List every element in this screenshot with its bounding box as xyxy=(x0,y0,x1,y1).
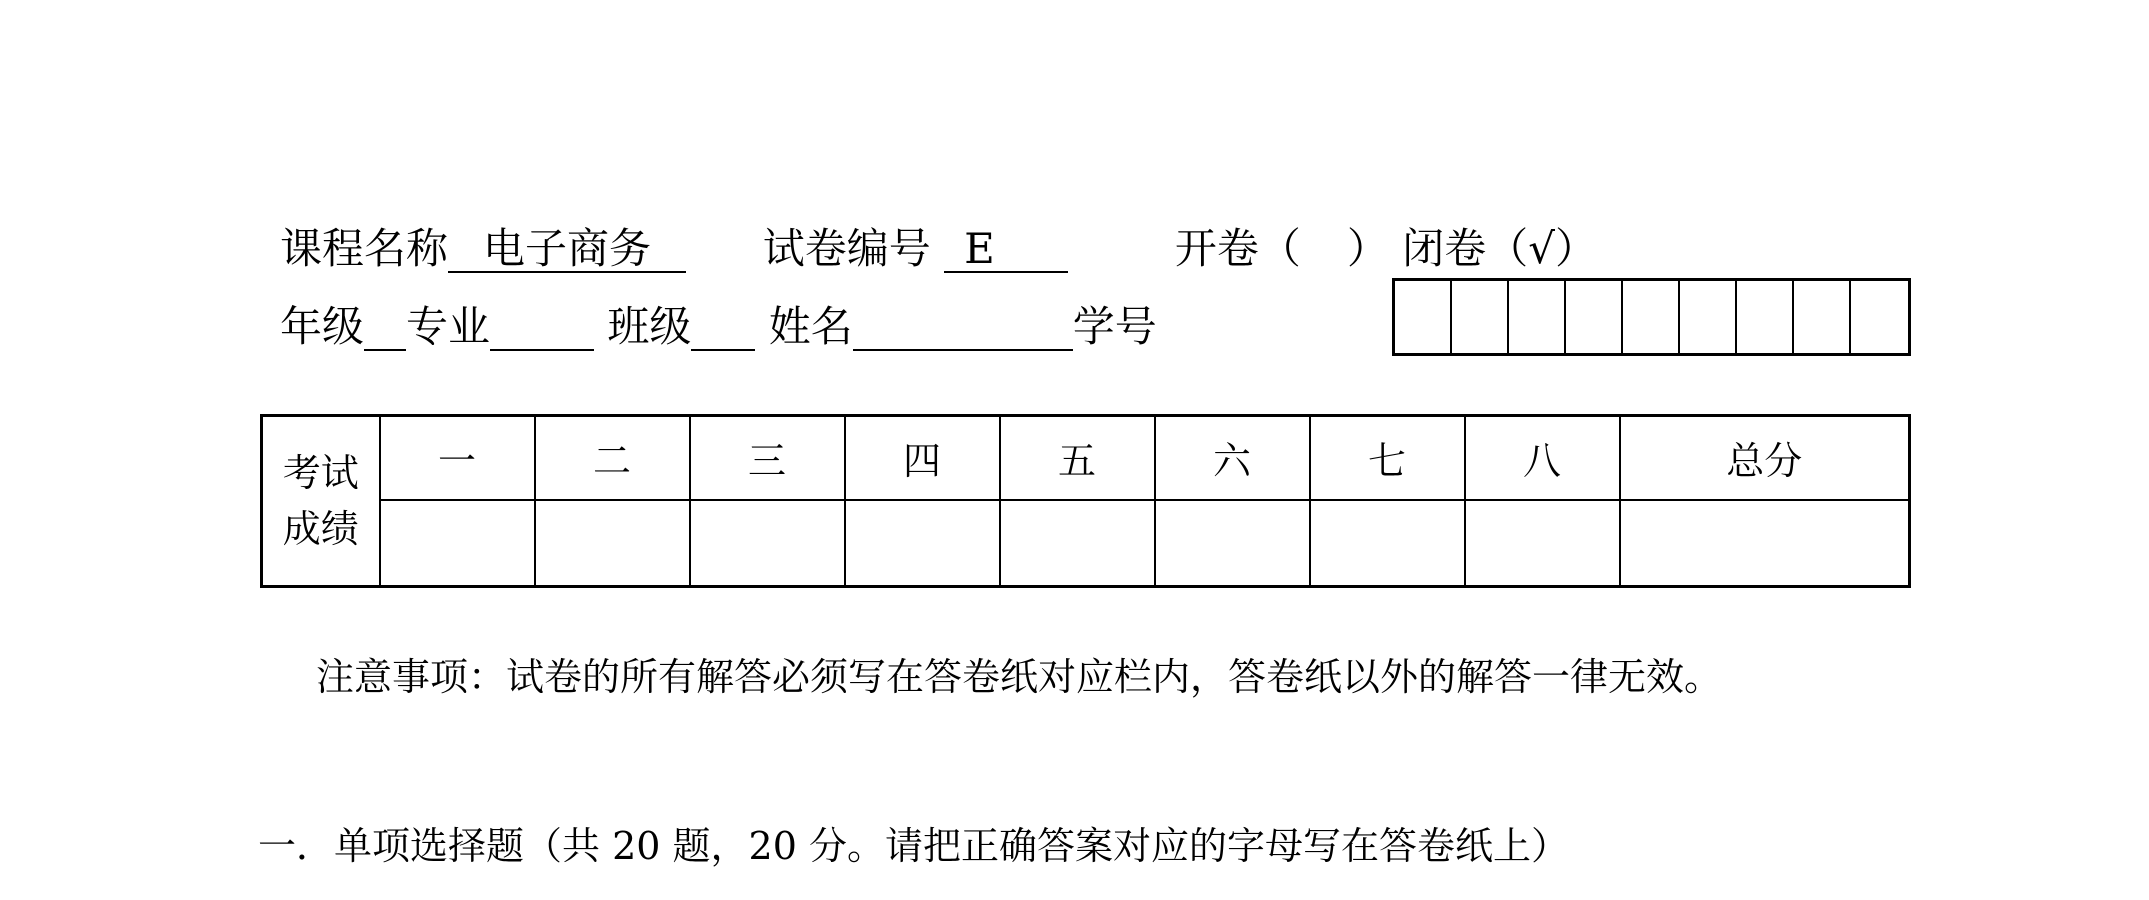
column-header-2: 二 xyxy=(535,416,690,500)
column-header-7: 七 xyxy=(1310,416,1465,500)
closed-book-close: ） xyxy=(1555,224,1598,273)
open-book-close: ） xyxy=(1346,224,1389,273)
score-cell-total[interactable] xyxy=(1620,500,1910,587)
score-cell-8[interactable] xyxy=(1465,500,1620,587)
score-cell-1[interactable] xyxy=(380,500,535,587)
header-line-1 xyxy=(280,224,1597,274)
course-name-label: 课程名称 xyxy=(280,224,449,273)
column-header-total: 总分 xyxy=(1620,416,1910,500)
score-cell-3[interactable] xyxy=(690,500,845,587)
name-field[interactable] xyxy=(853,305,1073,351)
student-id-digit-box[interactable] xyxy=(1794,281,1851,353)
grade-label: 年级 xyxy=(280,302,365,351)
major-field[interactable] xyxy=(490,305,594,351)
column-header-4: 四 xyxy=(845,416,1000,500)
class-label: 班级 xyxy=(607,302,692,351)
student-id-digit-box[interactable] xyxy=(1509,281,1566,353)
exam-notice: 注意事项：试卷的所有解答必须写在答卷纸对应栏内，答卷纸以外的解答一律无效。 xyxy=(316,655,1723,699)
grade-field[interactable] xyxy=(364,305,406,351)
score-table-score-row xyxy=(262,500,1910,587)
student-id-digit-box[interactable] xyxy=(1680,281,1737,353)
score-row-label xyxy=(262,416,380,587)
score-row-label-line-1: 考试 xyxy=(282,451,359,495)
name-label: 姓名 xyxy=(768,302,853,351)
column-header-6: 六 xyxy=(1155,416,1310,500)
student-id-digit-box[interactable] xyxy=(1737,281,1794,353)
score-cell-6[interactable] xyxy=(1155,500,1310,587)
score-cell-2[interactable] xyxy=(535,500,690,587)
score-table xyxy=(260,414,1911,588)
header-line-2 xyxy=(280,302,1157,352)
score-cell-5[interactable] xyxy=(1000,500,1155,587)
student-id-digit-box[interactable] xyxy=(1851,281,1908,353)
score-cell-7[interactable] xyxy=(1310,500,1465,587)
column-header-1: 一 xyxy=(380,416,535,500)
student-id-digit-box[interactable] xyxy=(1452,281,1509,353)
section-heading-1: 一．单项选择题（共 20 题，20 分。请把正确答案对应的字母写在答卷纸上） xyxy=(258,824,1569,868)
column-header-3: 三 xyxy=(690,416,845,500)
class-field[interactable] xyxy=(691,305,755,351)
student-id-digit-box[interactable] xyxy=(1566,281,1623,353)
student-id-digit-box[interactable] xyxy=(1623,281,1680,353)
student-id-boxes xyxy=(1392,278,1911,356)
student-id-label: 学号 xyxy=(1072,302,1157,351)
column-header-5: 五 xyxy=(1000,416,1155,500)
score-cell-4[interactable] xyxy=(845,500,1000,587)
student-id-digit-box[interactable] xyxy=(1395,281,1452,353)
closed-book-label: 闭卷（ xyxy=(1402,224,1529,273)
paper-number-value[interactable]: E xyxy=(944,227,1068,273)
major-label: 专业 xyxy=(406,302,491,351)
score-row-label-line-2: 成绩 xyxy=(282,507,359,551)
column-header-8: 八 xyxy=(1465,416,1620,500)
score-table-header-row xyxy=(262,416,1910,500)
open-book-label: 开卷（ xyxy=(1174,224,1301,273)
paper-number-label: 试卷编号 xyxy=(762,224,931,273)
course-name-value[interactable]: 电子商务 xyxy=(448,227,686,273)
closed-book-check-mark[interactable]: √ xyxy=(1528,224,1555,273)
